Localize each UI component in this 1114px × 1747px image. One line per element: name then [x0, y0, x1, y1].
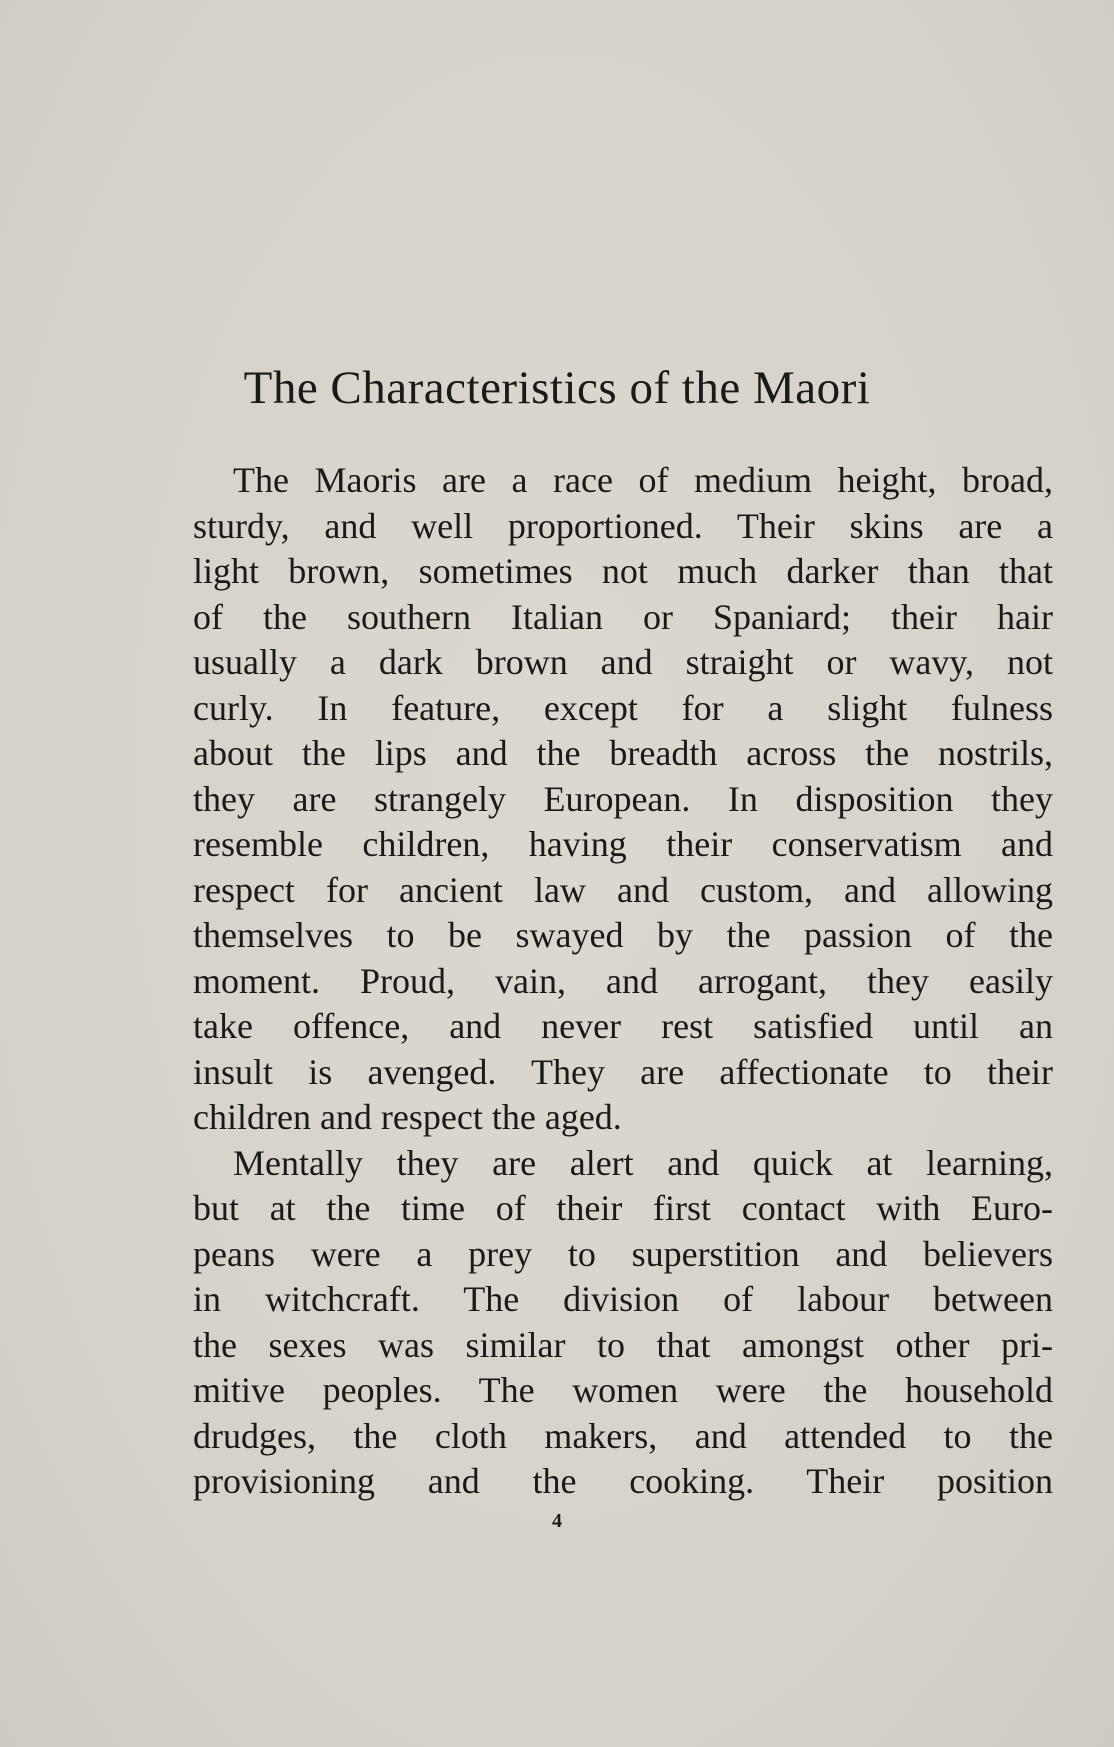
text-line: but at the time of their first contact with Euro- — [193, 1188, 1053, 1228]
text-line: take offence, and never rest satisfied until an — [193, 1006, 1053, 1046]
text-line: the sexes was similar to that amongst other pri- — [193, 1324, 1053, 1365]
text-line: insult is avenged. They are affectionate to their — [193, 1051, 1053, 1092]
text-line: moment. Proud, vain, and arrogant, they easily — [193, 960, 1053, 1001]
text-line: mitive peoples. The women were the household — [193, 1370, 1053, 1410]
text-line: peans were a prey to superstition and believers — [193, 1233, 1053, 1274]
text-line: themselves to be swayed by the passion of the — [193, 915, 1053, 955]
text-line: respect for ancient law and custom, and allowing — [193, 869, 1053, 910]
text-line: curly. In feature, except for a slight fulness — [193, 687, 1053, 728]
text-line: The Maoris are a race of medium height, broad, — [233, 460, 1053, 500]
text-line: Mentally they are alert and quick at learning, — [233, 1142, 1053, 1183]
chapter-title: The Characteristics of the Maori — [243, 362, 871, 414]
text-line: resemble children, having their conservatism and — [193, 824, 1053, 864]
text-line: provisioning and the cooking. Their position — [193, 1461, 1053, 1501]
text-line: usually a dark brown and straight or wavy, not — [193, 642, 1053, 682]
text-line: in witchcraft. The division of labour between — [193, 1279, 1053, 1319]
body-text — [193, 458, 1053, 1505]
text-line: light brown, sometimes not much darker than that — [193, 551, 1053, 591]
text-line: children and respect the aged. — [193, 1097, 622, 1137]
text-line: drudges, the cloth makers, and attended to the — [193, 1415, 1053, 1456]
page-number: 4 — [552, 1510, 562, 1532]
text-line: sturdy, and well proportioned. Their skins are a — [193, 505, 1053, 546]
text-line: about the lips and the breadth across the nostrils, — [193, 733, 1053, 773]
text-line: they are strangely European. In disposition they — [193, 778, 1053, 819]
text-line: of the southern Italian or Spaniard; their hair — [193, 596, 1053, 637]
